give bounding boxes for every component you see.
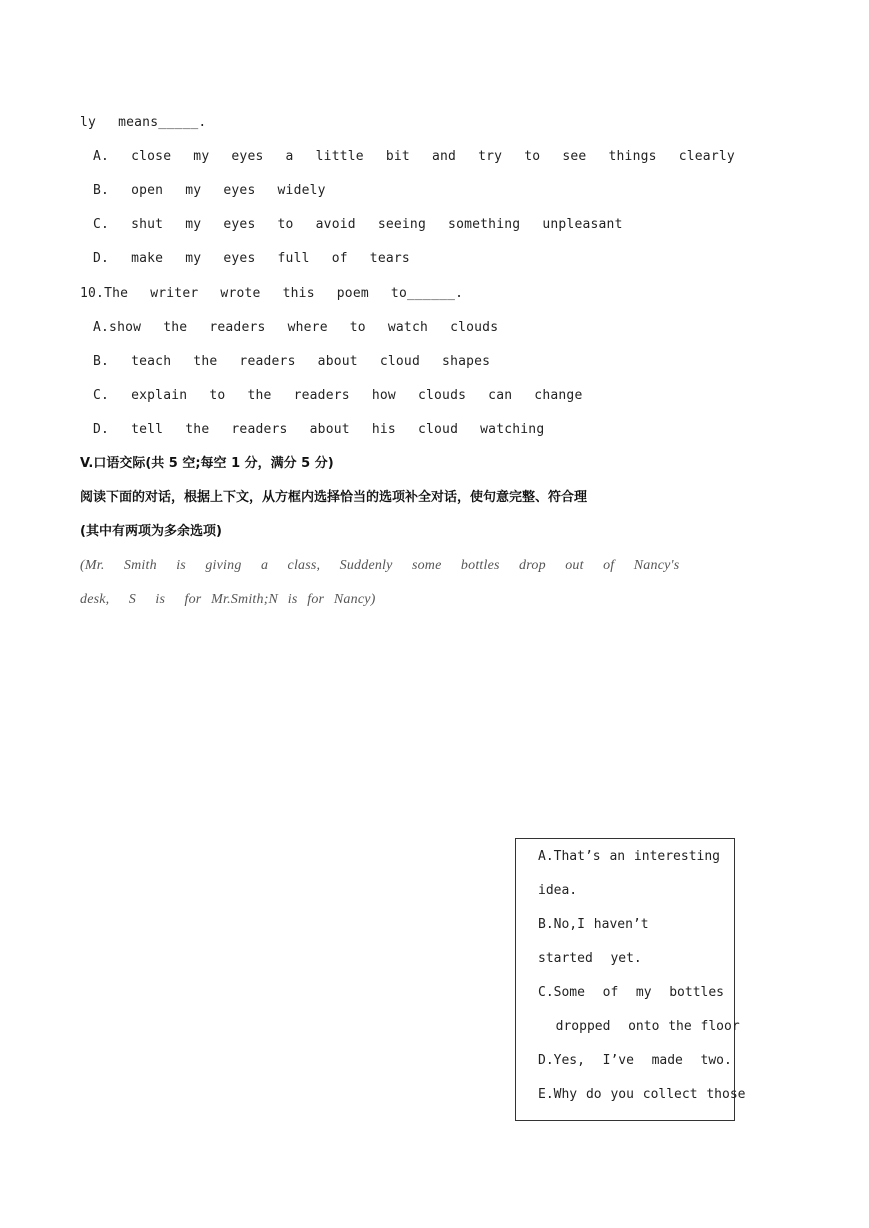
question10-option-d: D. tell the readers about his cloud watching [93, 422, 545, 437]
box-option-a-line2: idea. [538, 883, 578, 898]
section5-context-line2: desk, S is for Mr.Smith;N is for Nancy) [80, 592, 376, 607]
question10-option-a: A.show the readers where to watch clouds [93, 320, 499, 335]
question10-option-b: B. teach the readers about cloud shapes [93, 354, 491, 369]
box-option-c-line1: C.Some of my bottles [538, 985, 725, 1000]
question9-stem-tail: ly means_____. [80, 115, 207, 130]
options-box [515, 838, 746, 1121]
question10-option-c: C. explain to the readers how clouds can change [93, 388, 583, 403]
question9-option-a: A. close my eyes a little bit and try to see things clearly [93, 149, 735, 164]
box-option-b-line2: started yet. [538, 951, 642, 966]
box-option-a-line1: A.That’s an interesting [538, 849, 721, 864]
question9-option-b: B. open my eyes widely [93, 183, 326, 198]
question10-stem: 10.The writer wrote this poem to______. [80, 286, 464, 301]
section5-heading: V.口语交际(共 5 空;每空 1 分，满分 5 分) [80, 456, 334, 471]
box-option-c-line2: dropped onto the floor [538, 1019, 740, 1034]
box-option-d: D.Yes, I’ve made two. [538, 1053, 732, 1068]
question9-option-d: D. make my eyes full of tears [93, 251, 410, 266]
box-option-b-line1: B.No,I haven’t [538, 917, 649, 932]
box-option-e: E.Why do you collect those [538, 1087, 746, 1102]
section5-instruction-line1: 阅读下面的对话，根据上下文，从方框内选择恰当的选项补全对话，使句意完整、符合理 [80, 490, 588, 505]
question9-option-c: C. shut my eyes to avoid seeing something unpleasant [93, 217, 623, 232]
section5-context-line1: (Mr. Smith is giving a class, Suddenly some bottles drop out of Nancy's [80, 558, 680, 573]
section5-instruction-line2: (其中有两项为多余选项) [80, 524, 222, 539]
